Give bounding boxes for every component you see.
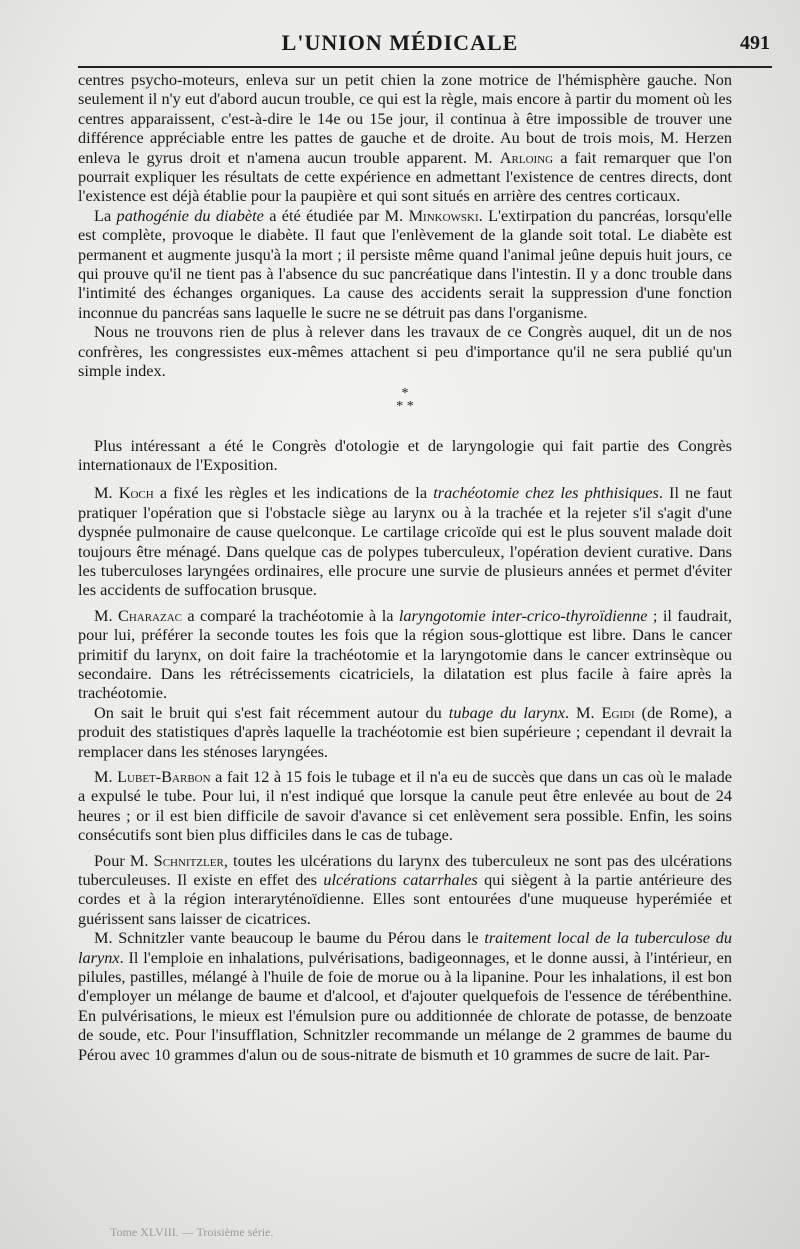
- paragraph-7: [78, 703, 732, 761]
- text-span: a fait remarquer que l'on pourrait expliquer les résultats de cette expérience en admettant l'existence de centres directs, dont l'existence est déjà établie pour la paupière et qui sont situés en arrière des centres corticaux.: [78, 147, 732, 206]
- text-span: M.: [94, 605, 118, 625]
- text-span: M. Schnitzler vante beaucoup le baume du Pérou dans le: [94, 928, 485, 948]
- text-span: a été étudiée par M.: [263, 205, 409, 225]
- paragraph-2: [78, 206, 732, 322]
- body-text: [78, 70, 732, 1064]
- italic-term: pathogénie du diabète: [116, 205, 264, 225]
- header-rule: [78, 66, 772, 68]
- text-span: ; il faudrait, pour lui, préférer la seconde toutes les fois que la région sous-glottique est libre. Dans le cancer primitif du larynx, on doit faire la trachéotomie et la laryngotomie dans le cancer extrinsèque ou secondaire. Dans les rétrécissements cicatriciels, la dilatation est plus facile à faire après la trachéotomie.: [78, 605, 732, 703]
- spacer: [78, 417, 732, 436]
- author-name: Koch: [118, 483, 154, 503]
- text-span: . Il ne faut pratiquer l'opération que si l'obstacle siège au larynx ou à la trachée et la rejeter s'il s'agit d'une dyspnée pulmonaire de cause quelconque. Le cartilage cricoïde qui est le plus souvent malade doit toujours être ménagé. Dans quelque cas de polypes tuberculeux, l'opération devient curative. Dans les tuberculoses laryngées ordinaires, elle procure une survie de plusieurs années et permet d'éviter les accidents de suffocation brusque.: [78, 483, 733, 600]
- text-span: La: [94, 205, 117, 225]
- page-number: 491: [740, 32, 770, 54]
- text-span: . M.: [564, 702, 602, 722]
- author-name: Charazac: [117, 605, 182, 625]
- spacer: [78, 474, 732, 483]
- author-name: Egidi: [601, 702, 635, 722]
- italic-term: tubage du larynx: [448, 702, 565, 722]
- text-span: a fixé les règles et les indications de la: [153, 483, 434, 503]
- author-name: Minkowski: [408, 205, 479, 225]
- paragraph-4: Plus intéressant a été le Congrès d'otologie et de laryngologie qui fait partie des Congrès internationaux de l'Exposition.: [78, 435, 732, 474]
- section-separator: * * *: [396, 385, 414, 414]
- page-header: [0, 22, 800, 62]
- author-name: Lubet-Barbon: [117, 767, 211, 786]
- paragraph-1: [78, 70, 732, 206]
- author-name: Arloing: [499, 147, 554, 167]
- text-span: qui siègent à la partie antérieure des cordes et à la région interaryténoïdienne. Elles sont entourées d'une muqueuse hyperémiée et guérissent sans laisser de cicatrices.: [78, 870, 733, 928]
- text-span: M.: [94, 483, 119, 503]
- text-span: centres psycho-moteurs, enleva sur un petit chien la zone motrice de l'hémisphère gauche. Non seulement il n'y eut d'abord aucun trouble, ce qui est la règle, mais encore à partir du moment où les centres apparaissent, c'est-à-dire le 14e ou 15e jour, il continua à être impossible de trouver une différence appréciable entre les pattes de gauche et de droite. Au bout de trois mois, M. Herzen enleva le gyrus droit et n'amena aucun trouble apparent. M.: [78, 70, 732, 167]
- text-span: a comparé la trachéotomie à la: [182, 605, 399, 625]
- italic-term: laryngotomie inter-crico-thyroïdienne: [398, 605, 648, 625]
- italic-term: traitement local de la tuberculose du larynx: [78, 928, 733, 967]
- text-span: . Il l'emploie en inhalations, pulvérisations, badigeonnages, et le donne aussi, à l'intérieur, en pilules, pastilles, mélangé à l'huile de foie de morue ou à la lipanine. Pour les inhalations, il est bon d'employer un mélange de baume et d'alcool, et d'ajouter quelquefois de l'essence de térébenthine. En pulvérisations, le mieux est l'émulsion pure ou additionnée de chlorate de potasse, de benzoate de soude, etc. Pour l'insufflation, Schnitzler recommande un mélange de 2 grammes de baume du Pérou avec 10 grammes d'alun ou de sous-nitrate de bismuth et 10 grammes de sucre de lait. Par-: [78, 947, 732, 1064]
- paragraph-5: [78, 483, 732, 599]
- text-span: (de Rome), a produit des statistiques d'après laquelle la trachéotomie est bien supérieure ; cependant il devrait la remplacer dans les sténoses laryngées.: [78, 702, 733, 761]
- paragraph-9: [78, 851, 732, 929]
- paragraph-10: [78, 928, 732, 1064]
- text-span: M.: [94, 767, 118, 786]
- text-span: , toutes les ulcérations du larynx des tuberculeux ne sont pas des ulcérations tuberculeuses. Il existe en effet des: [78, 850, 733, 890]
- running-title: L'UNION MÉDICALE: [281, 30, 519, 55]
- italic-term: trachéotomie chez les phthisiques: [433, 483, 659, 503]
- text-span: a fait 12 à 15 fois le tubage et il n'a eu de succès que dans un cas où le malade a expulsé le tube. Pour lui, il n'est indiqué que lorsque la canule peut être enlevée au bout de 24 heures ; or il est bien difficile de savoir d'avance si cet enlèvement sera possible. Enfin, les soins consécutifs sont bien plus difficiles dans le cas de tubage.: [78, 767, 732, 845]
- italic-term: ulcérations catarrhales: [323, 870, 478, 890]
- text-span: Pour M.: [94, 850, 154, 870]
- page-footer: Tome XLVIII. — Troisième série.: [110, 1225, 274, 1239]
- text-span: On sait le bruit qui s'est fait récemment autour du: [94, 702, 449, 722]
- paragraph-3: Nous ne trouvons rien de plus à relever dans les travaux de ce Congrès auquel, dit un de nos confrères, les congressistes eux-mêmes attachent si peu d'importance qu'il ne sera publié qu'un simple index.: [78, 322, 732, 381]
- author-name: Schnitzler: [153, 850, 224, 870]
- paragraph-6: [78, 606, 732, 703]
- paragraph-8: [78, 767, 732, 845]
- text-span: . L'extirpation du pancréas, lorsqu'elle est complète, provoque le diabète. Il faut que l'enlèvement de la glande soit total. Le diabète est permanent et augmente jusqu'à la mort ; il persiste même quand l'animal jeûne depuis huit jours, ce qui prouve qu'il ne tient pas à l'absence du suc pancréatique dans l'intestin. Il y a donc trouble dans l'intimité des échanges organiques. La cause des accidents serait la suppression d'une fonction inconnue du pancréas sans laquelle le sucre ne se détruit pas dans l'organisme.: [78, 205, 733, 322]
